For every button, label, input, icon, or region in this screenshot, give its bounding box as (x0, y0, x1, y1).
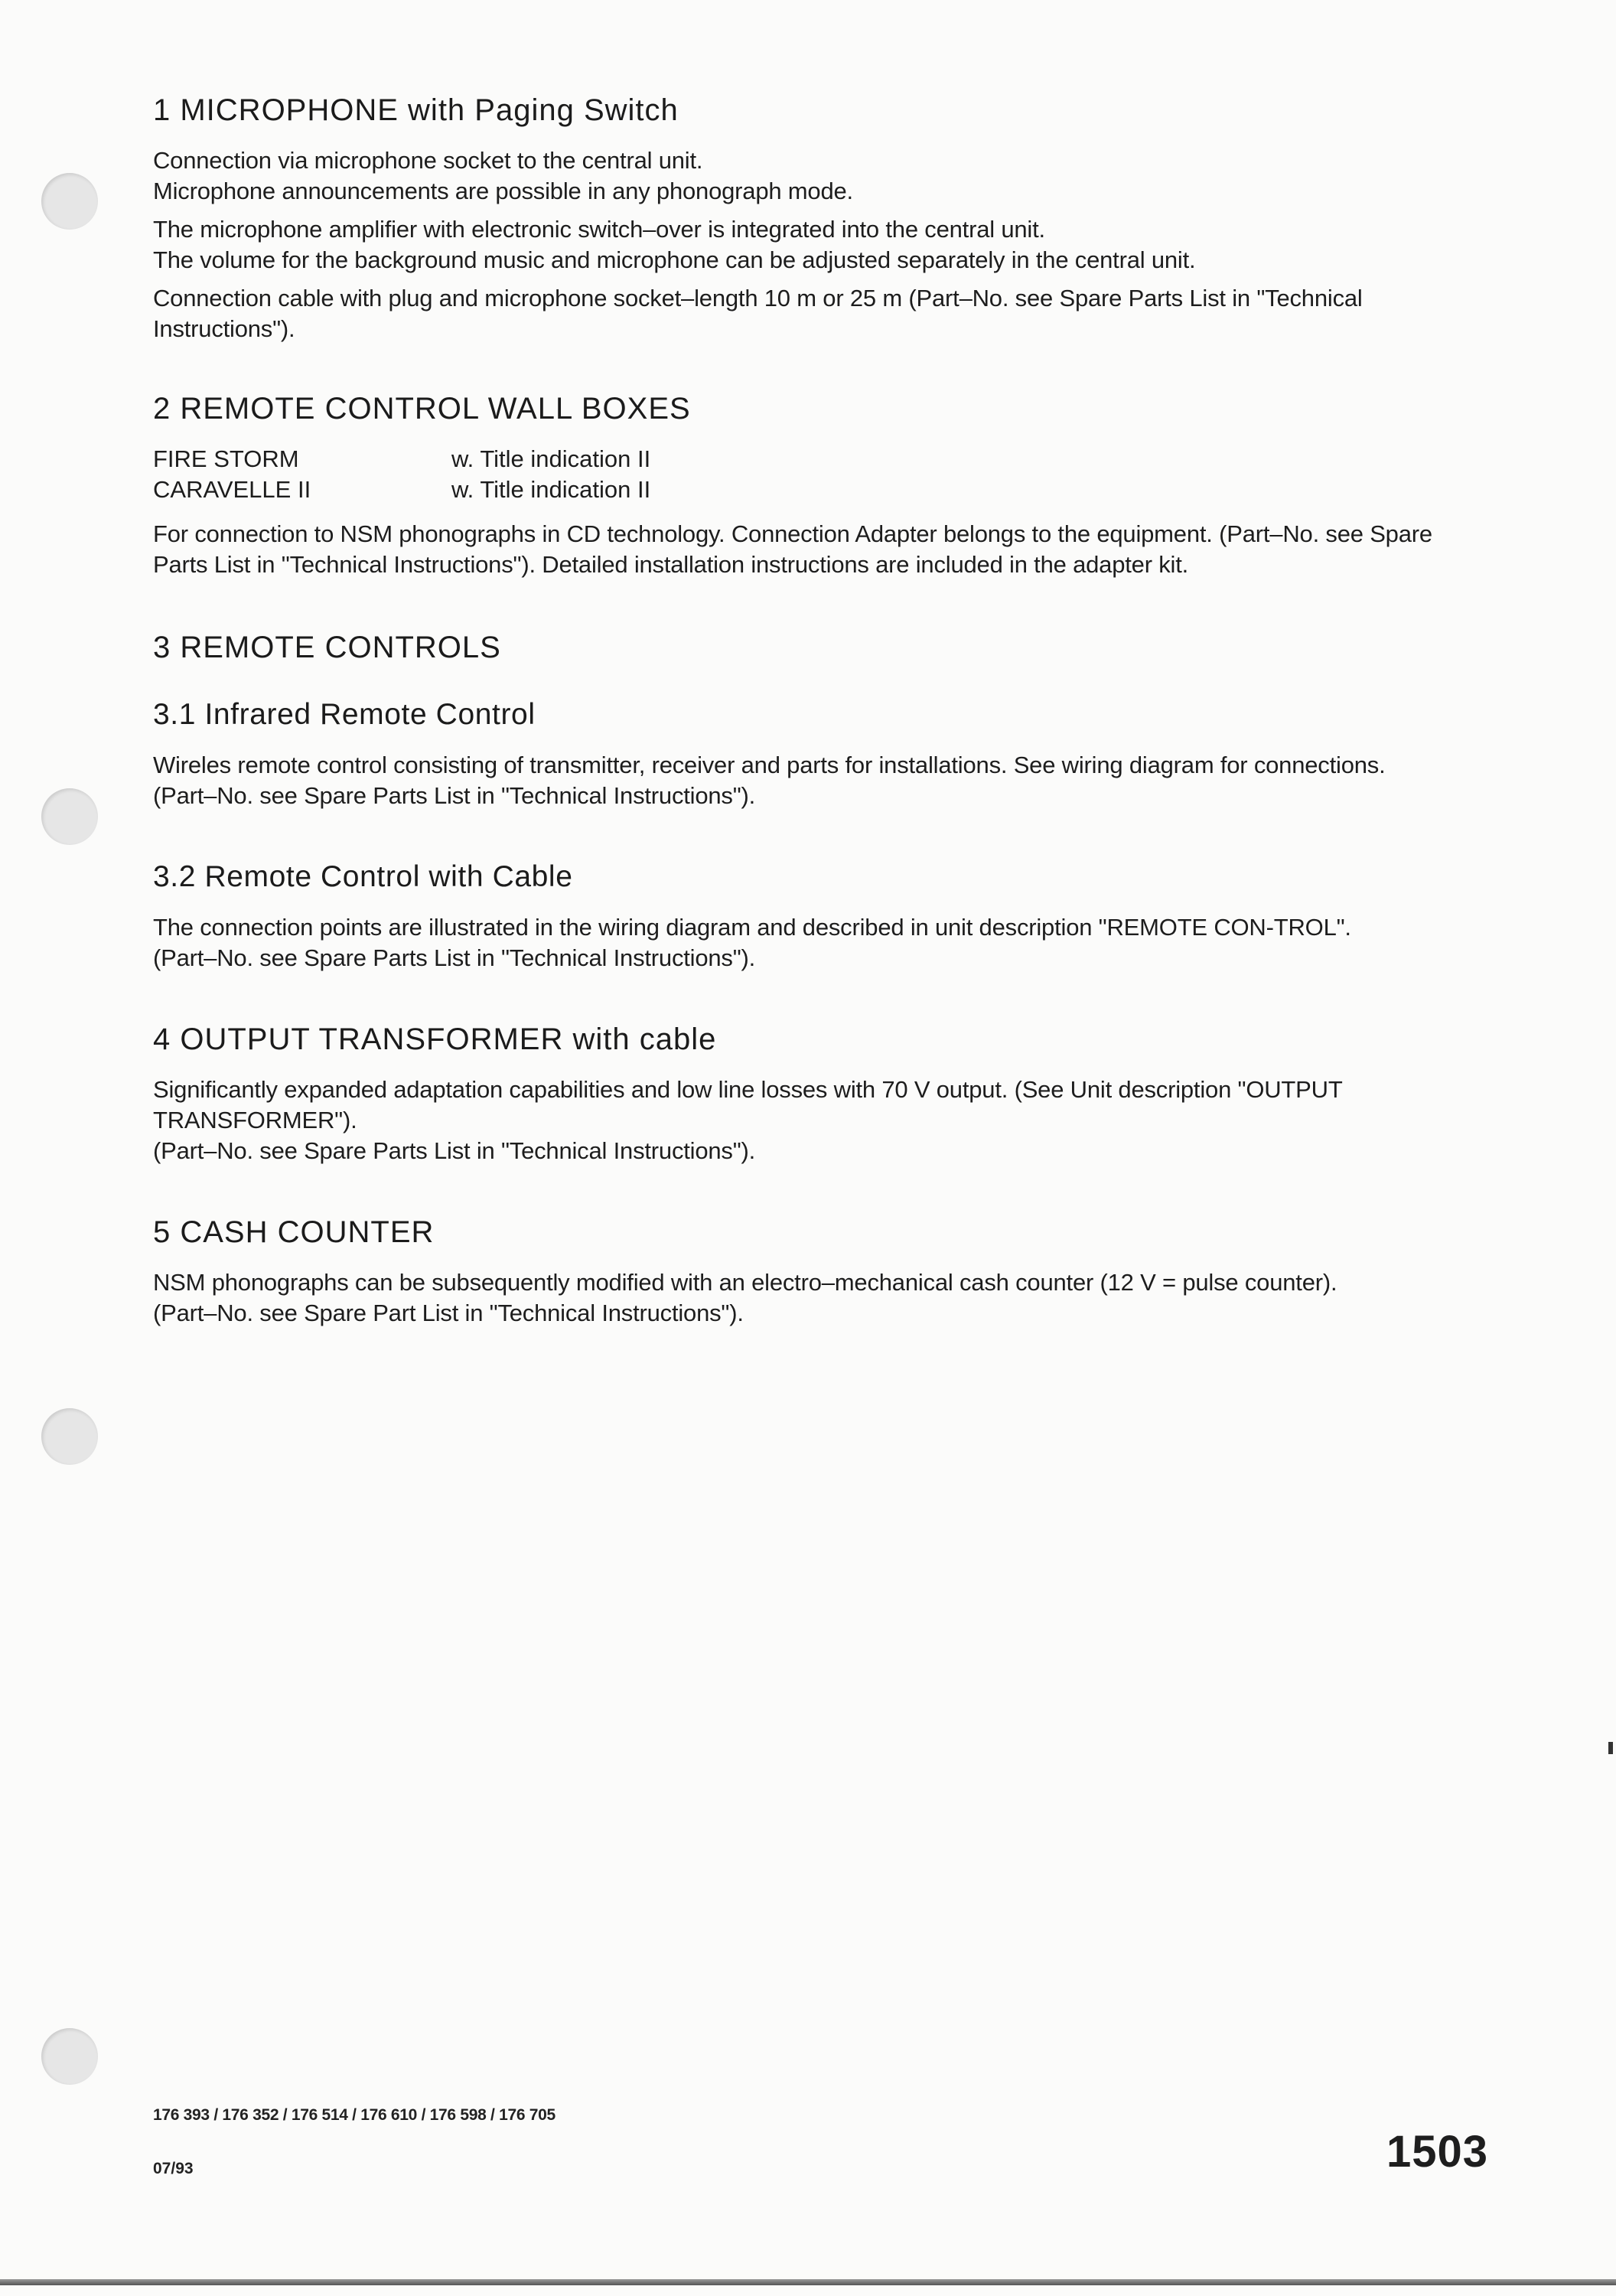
section-output-transformer (153, 1021, 1469, 1166)
subsection-heading: 3.1 Infrared Remote Control (153, 698, 536, 731)
model-name: CARAVELLE II (153, 476, 311, 503)
document-body (153, 92, 1469, 1376)
paragraph: Microphone announcements are possible in any phonograph mode. (153, 178, 853, 204)
model-list (153, 444, 1469, 505)
paragraph: (Part–No. see Spare Parts List in "Technical Instructions"). (153, 1137, 756, 1164)
punch-hole (41, 788, 98, 845)
paragraph: NSM phonographs can be subsequently modified with an electro–mechanical cash counter (12 V = pulse counter). (153, 1269, 1337, 1296)
page-number: 1503 (1386, 2127, 1489, 2177)
paragraph: The volume for the background music and microphone can be adjusted separately in the central unit. (153, 246, 1196, 273)
section-heading: 1 MICROPHONE with Paging Switch (153, 93, 679, 127)
paragraph: (Part–No. see Spare Parts List in "Technical Instructions"). (153, 944, 756, 971)
section-heading: 5 CASH COUNTER (153, 1215, 435, 1249)
paragraph: The connection points are illustrated in the wiring diagram and described in unit description "REMOTE CON-TROL". (153, 914, 1351, 941)
footer-date: 07/93 (153, 2160, 194, 2177)
paragraph: Connection cable with plug and microphone socket–length 10 m or 25 m (Part–No. see Spare Parts List in "Technical Instructions"). (153, 285, 1363, 342)
paragraph: (Part–No. see Spare Parts List in "Technical Instructions"). (153, 782, 756, 809)
edge-mark (1608, 1742, 1613, 1754)
paragraph: The microphone amplifier with electronic switch–over is integrated into the central unit. (153, 216, 1045, 243)
punch-hole (41, 2028, 98, 2085)
section-heading: 2 REMOTE CONTROL WALL BOXES (153, 392, 691, 426)
scan-bottom-edge (0, 2279, 1616, 2285)
model-row (153, 444, 1469, 475)
section-remote-control-wall-boxes (153, 390, 1469, 580)
subsection-heading: 3.2 Remote Control with Cable (153, 860, 573, 893)
model-name: FIRE STORM (153, 445, 299, 472)
section-heading: 4 OUTPUT TRANSFORMER with cable (153, 1022, 717, 1056)
paragraph: For connection to NSM phonographs in CD technology. Connection Adapter belongs to the equipment. (Part–No. see Spare Parts List in "Technical Instructions"). Detailed installation instructions are included in the adapter kit. (153, 520, 1432, 578)
model-row (153, 475, 1469, 505)
section-heading: 3 REMOTE CONTROLS (153, 631, 501, 664)
model-note: w. Title indication II (451, 445, 651, 472)
footer-part-numbers: 176 393 / 176 352 / 176 514 / 176 610 / 176 598 / 176 705 (153, 2106, 556, 2124)
paragraph: Significantly expanded adaptation capabilities and low line losses with 70 V output. (See Unit description "OUTPUT TRANSFORMER"). (153, 1076, 1343, 1133)
paragraph: Connection via microphone socket to the central unit. (153, 147, 703, 174)
section-microphone (153, 92, 1469, 344)
paragraph: (Part–No. see Spare Part List in "Technical Instructions"). (153, 1300, 744, 1326)
punch-hole (41, 173, 98, 230)
section-remote-controls (153, 629, 1469, 974)
section-cash-counter (153, 1214, 1469, 1329)
punch-hole (41, 1408, 98, 1465)
subsection-cable-remote (153, 859, 1469, 974)
paragraph: Wireles remote control consisting of transmitter, receiver and parts for installations. See wiring diagram for connections. (153, 752, 1386, 778)
subsection-infrared-remote (153, 696, 1469, 811)
model-note: w. Title indication II (451, 476, 651, 503)
